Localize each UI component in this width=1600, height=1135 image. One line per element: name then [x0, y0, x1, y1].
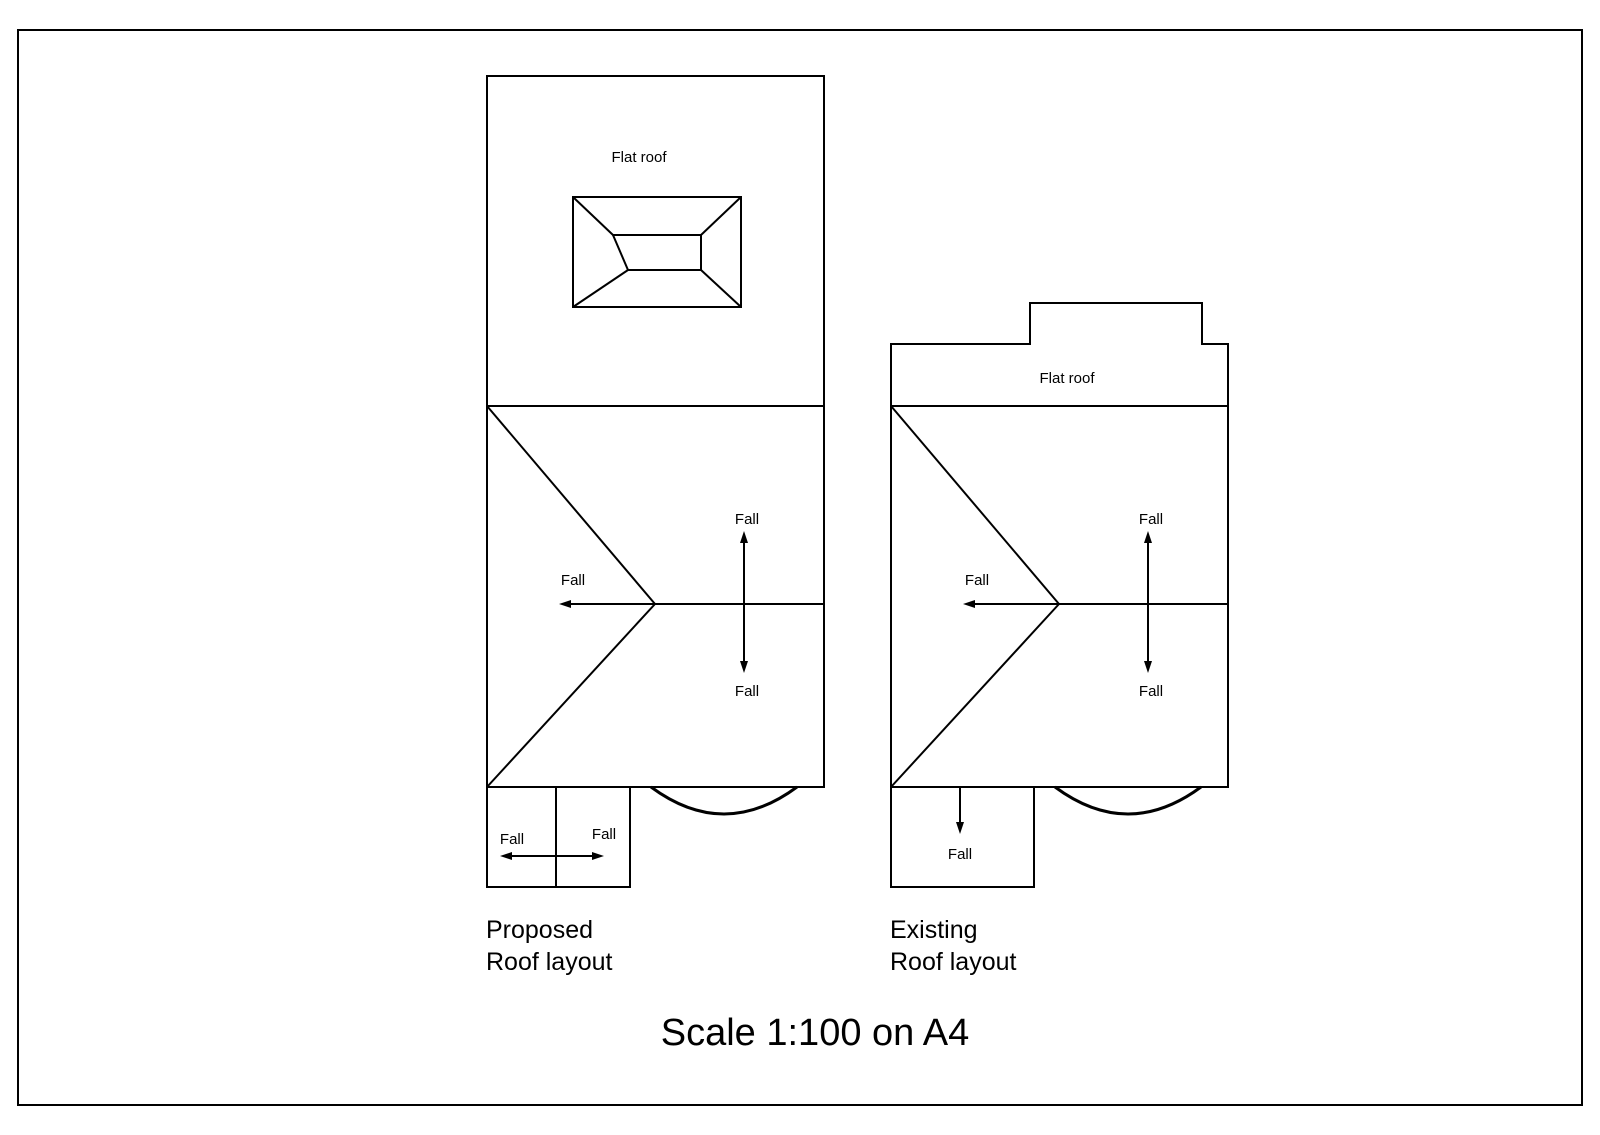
existing-flat-roof-label: Flat roof: [1039, 370, 1095, 387]
proposed-caption-line1: Proposed: [486, 916, 594, 944]
proposed-bay-window-arc: [651, 787, 797, 814]
proposed-fall-label-up: Fall: [734, 511, 760, 528]
proposed-fall-label-down: Fall: [734, 683, 760, 700]
proposed-fall-arrow-left: [559, 600, 655, 608]
proposed-rooflight: [573, 197, 741, 307]
existing-extension-fall-arrow: [956, 787, 964, 834]
proposed-hip-line-bottom: [487, 604, 655, 787]
existing-flat-roof-outline: [891, 303, 1228, 406]
existing-fall-label-up: Fall: [1138, 511, 1164, 528]
proposed-flat-roof-label: Flat roof: [611, 149, 667, 166]
existing-hip-line-bottom: [891, 604, 1059, 787]
existing-bay-window-arc: [1055, 787, 1201, 814]
sheet-border: [18, 30, 1582, 1105]
existing-fall-arrow-up: [1144, 531, 1152, 604]
proposed-fall-arrow-up: [740, 531, 748, 604]
existing-caption-line1: Existing: [890, 916, 978, 944]
existing-fall-label-left: Fall: [964, 572, 990, 589]
proposed-pitched-roof-outline: [487, 406, 824, 787]
existing-extension-fall-label: Fall: [947, 846, 973, 863]
existing-fall-arrow-down: [1144, 604, 1152, 673]
existing-fall-label-down: Fall: [1138, 683, 1164, 700]
proposed-caption-line2: Roof layout: [486, 948, 613, 976]
existing-caption-line2: Roof layout: [890, 948, 1017, 976]
existing-pitched-roof-outline: [891, 406, 1228, 787]
drawing-scale-title: Scale 1:100 on A4: [660, 1012, 970, 1054]
proposed-flat-roof-outline: [487, 76, 824, 406]
proposed-extension-fall-arrows: [500, 852, 604, 860]
proposed-roof-layout: [486, 76, 824, 976]
existing-extension-outline: [891, 787, 1034, 887]
existing-roof-layout: [890, 303, 1228, 976]
proposed-extension-fall-label-left: Fall: [499, 831, 525, 848]
existing-fall-arrow-left: [963, 600, 1059, 608]
proposed-fall-label-left: Fall: [560, 572, 586, 589]
proposed-extension-fall-label-right: Fall: [591, 826, 617, 843]
proposed-fall-arrow-down: [740, 604, 748, 673]
